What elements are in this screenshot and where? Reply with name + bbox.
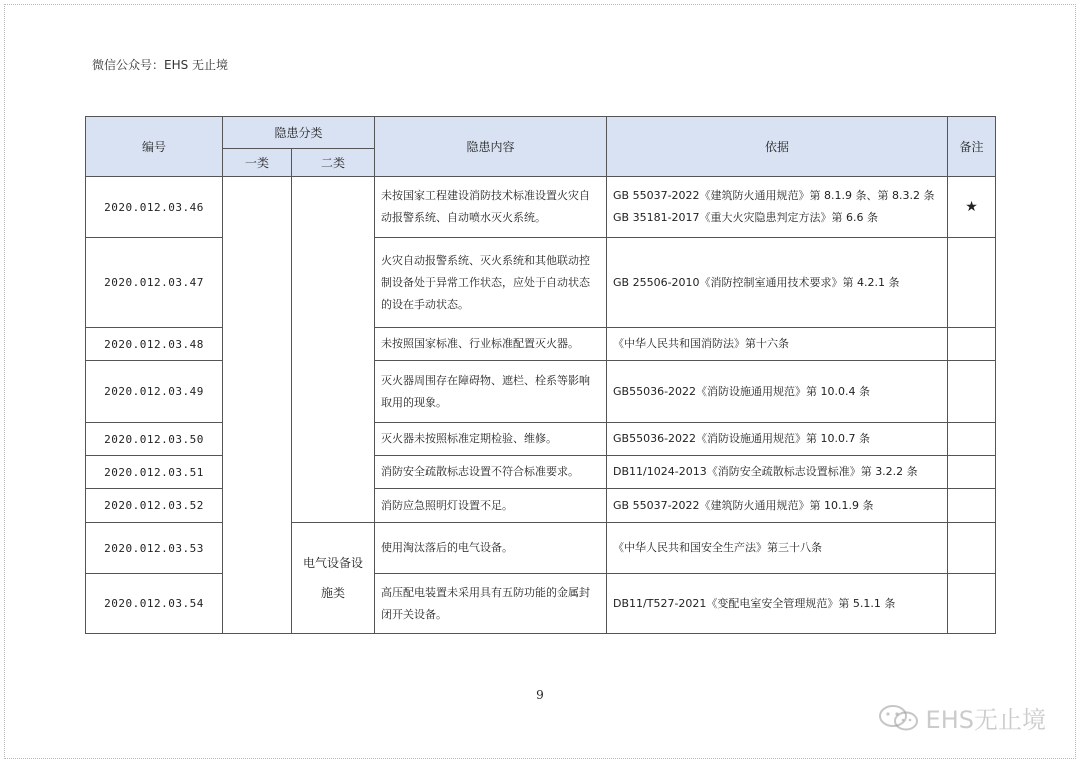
watermark — [876, 700, 1046, 735]
row-remark — [948, 574, 996, 634]
header-category: 隐患分类 — [223, 117, 375, 149]
row-content: 高压配电装置未采用具有五防功能的金属封闭开关设备。 — [375, 574, 607, 634]
table-row — [86, 523, 996, 574]
row-remark — [948, 489, 996, 523]
row-code: 2020.012.03.48 — [86, 328, 223, 361]
header-remark: 备注 — [948, 117, 996, 177]
wechat-icon — [876, 703, 922, 733]
row-remark — [948, 238, 996, 328]
row-content: 消防安全疏散标志设置不符合标准要求。 — [375, 456, 607, 489]
basis-line: GB55036-2022《消防设施通用规范》第 10.0.7 条 — [613, 432, 871, 445]
row-content: 消防应急照明灯设置不足。 — [375, 489, 607, 523]
table-row — [86, 361, 996, 423]
table-row — [86, 177, 996, 238]
basis-line: GB 55037-2022《建筑防火通用规范》第 8.1.9 条、第 8.3.2 条 — [613, 189, 935, 202]
row-code: 2020.012.03.46 — [86, 177, 223, 238]
header-category-2: 二类 — [292, 149, 375, 177]
row-content: 灭火器未按照标准定期检验、维修。 — [375, 423, 607, 456]
row-remark — [948, 456, 996, 489]
table-row — [86, 423, 996, 456]
row-content: 使用淘汰落后的电气设备。 — [375, 523, 607, 574]
table-row — [86, 328, 996, 361]
row-basis — [607, 423, 948, 456]
row-code: 2020.012.03.49 — [86, 361, 223, 423]
row-basis — [607, 456, 948, 489]
row-basis — [607, 177, 948, 238]
basis-line: GB 55037-2022《建筑防火通用规范》第 10.1.9 条 — [613, 498, 874, 512]
row-content: 火灾自动报警系统、灭火系统和其他联动控制设备处于异常工作状态，应处于自动状态的设在手动状态。 — [375, 238, 607, 328]
basis-line: 《中华人民共和国消防法》第十六条 — [613, 337, 790, 350]
row-code: 2020.012.03.52 — [86, 489, 223, 523]
header-note: 微信公众号：EHS 无止境 — [92, 58, 229, 72]
row-code: 2020.012.03.53 — [86, 523, 223, 574]
row-basis — [607, 574, 948, 634]
watermark-text: EHS无止境 — [925, 706, 1046, 734]
row-content: 灭火器周围存在障碍物、遮栏、栓系等影响取用的现象。 — [375, 361, 607, 423]
basis-line: GB 25506-2010《消防控制室通用技术要求》第 4.2.1 条 — [613, 275, 900, 289]
row-remark — [948, 423, 996, 456]
row-code: 2020.012.03.50 — [86, 423, 223, 456]
row-code: 2020.012.03.54 — [86, 574, 223, 634]
table-row — [86, 574, 996, 634]
header-basis: 依据 — [607, 117, 948, 177]
header-category-1: 一类 — [223, 149, 292, 177]
header-code: 编号 — [86, 117, 223, 177]
row-basis — [607, 361, 948, 423]
page-number: 9 — [536, 688, 544, 702]
row-remark — [948, 328, 996, 361]
row-content: 未按国家工程建设消防技术标准设置火灾自动报警系统、自动喷水灭火系统。 — [375, 177, 607, 238]
category-2-electrical: 电气设备设施类 — [292, 523, 375, 634]
header-content: 隐患内容 — [375, 117, 607, 177]
row-basis — [607, 238, 948, 328]
table-row — [86, 238, 996, 328]
basis-line: DB11/1024-2013《消防安全疏散标志设置标准》第 3.2.2 条 — [613, 465, 918, 478]
row-basis — [607, 328, 948, 361]
basis-line: GB55036-2022《消防设施通用规范》第 10.0.4 条 — [613, 384, 871, 398]
category-1-cell — [223, 177, 292, 634]
row-code: 2020.012.03.51 — [86, 456, 223, 489]
row-content: 未按照国家标准、行业标准配置灭火器。 — [375, 328, 607, 361]
row-code: 2020.012.03.47 — [86, 238, 223, 328]
category-2-cell — [292, 177, 375, 523]
basis-line: 《中华人民共和国安全生产法》第三十八条 — [613, 541, 823, 554]
basis-line: DB11/T527-2021《变配电室安全管理规范》第 5.1.1 条 — [613, 596, 896, 610]
hazard-table — [85, 116, 996, 634]
table-row — [86, 456, 996, 489]
table-row — [86, 489, 996, 523]
row-basis — [607, 489, 948, 523]
row-basis — [607, 523, 948, 574]
row-remark — [948, 361, 996, 423]
row-remark — [948, 523, 996, 574]
basis-line: GB 35181-2017《重大火灾隐患判定方法》第 6.6 条 — [613, 211, 879, 224]
star-icon: ★ — [948, 177, 996, 238]
